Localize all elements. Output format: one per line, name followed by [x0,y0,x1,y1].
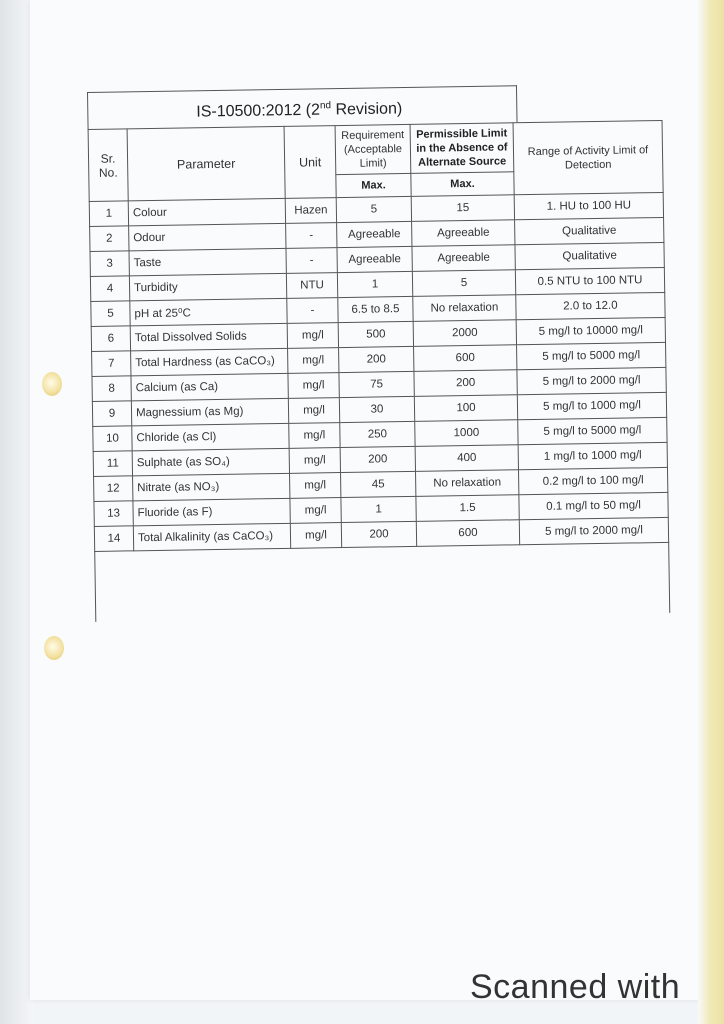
cell-requirement: 75 [339,371,414,397]
header-requirement: Requirement (Acceptable Limit) [335,124,411,174]
cell-requirement: 45 [341,471,416,497]
cell-unit: mg/l [288,373,339,399]
cell-unit: mg/l [288,348,339,374]
cell-requirement: Agreeable [337,221,412,247]
cell-requirement: 30 [339,396,414,422]
cell-range: 0.1 mg/l to 50 mg/l [519,492,668,519]
cell-parameter: Fluoride (as F) [133,498,290,525]
header-permissible: Permissible Limit in the Absence of Alternate Source [410,123,514,174]
cell-unit: - [286,223,337,249]
cell-unit: mg/l [290,523,341,549]
cell-range: Qualitative [515,242,664,269]
cell-sr: 7 [92,351,131,377]
cell-requirement: Agreeable [337,246,412,272]
cell-sr: 13 [94,501,133,527]
scanner-watermark: Scanned with [470,968,681,1006]
cell-permissible: Agreeable [412,220,515,247]
cell-parameter: Total Dissolved Solids [130,323,287,350]
cell-parameter: Magnessium (as Mg) [131,398,288,425]
table-title-row [87,85,518,129]
cell-parameter: Odour [129,223,286,250]
cell-parameter: Total Hardness (as CaCO₃) [131,348,288,375]
table-blank-row [95,542,670,622]
scanner-left-edge [0,0,34,1024]
cell-parameter: Taste [129,248,286,275]
cell-range: 5 mg/l to 1000 mg/l [517,392,666,419]
cell-unit: mg/l [290,473,341,499]
cell-range: 5 mg/l to 5000 mg/l [517,342,666,369]
cell-parameter: Calcium (as Ca) [131,373,288,400]
cell-permissible: No relaxation [415,470,518,497]
table-body [89,192,668,551]
cell-range: 0.5 NTU to 100 NTU [515,267,664,294]
cell-sr: 1 [89,201,128,227]
cell-unit: Hazen [285,198,336,224]
cell-requirement: 200 [339,346,414,372]
cell-range: 5 mg/l to 10000 mg/l [516,317,665,344]
cell-requirement: 200 [340,446,415,472]
cell-sr: 9 [92,401,131,427]
header-parameter: Parameter [127,126,285,200]
header-range: Range of Activity Limit of Detection [513,120,663,194]
cell-permissible: 200 [414,370,517,397]
cell-unit: mg/l [287,323,338,349]
header-max-permissible: Max. [411,172,514,197]
cell-sr: 6 [91,326,130,352]
cell-permissible: 400 [415,445,518,472]
cell-permissible: 600 [416,520,519,547]
cell-unit: - [287,298,338,324]
cell-permissible: 2000 [413,320,516,347]
cell-permissible: Agreeable [412,245,515,272]
cell-requirement: 1 [337,271,412,297]
cell-range: 5 mg/l to 2000 mg/l [519,517,668,544]
cell-unit: mg/l [289,423,340,449]
cell-permissible: 1000 [415,420,518,447]
cell-range: 0.2 mg/l to 100 mg/l [518,467,667,494]
cell-unit: mg/l [290,498,341,524]
cell-requirement: 250 [340,421,415,447]
cell-requirement: 200 [341,521,416,547]
cell-permissible: 1.5 [416,495,519,522]
punch-hole-top [42,372,62,396]
cell-range: 1. HU to 100 HU [514,192,663,219]
cell-requirement: 500 [338,321,413,347]
cell-range: Qualitative [515,217,664,244]
cell-sr: 11 [93,451,132,477]
cell-range: 5 mg/l to 2000 mg/l [517,367,666,394]
punch-hole-bottom [44,636,64,660]
cell-parameter: Colour [128,198,285,225]
table-title: IS-10500:2012 (2nd Revision) [196,100,403,121]
water-quality-table [88,120,671,622]
cell-sr: 10 [93,426,132,452]
cell-sr: 3 [90,251,129,277]
cell-parameter: Turbidity [129,273,286,300]
cell-range: 5 mg/l to 5000 mg/l [518,417,667,444]
cell-unit: mg/l [288,398,339,424]
cell-parameter: Sulphate (as SO₄) [132,448,289,475]
cell-sr: 14 [94,526,133,552]
cell-parameter: Nitrate (as NO₃) [133,473,290,500]
cell-unit: mg/l [289,448,340,474]
cell-range: 1 mg/l to 1000 mg/l [518,442,667,469]
cell-range: 2.0 to 12.0 [516,292,665,319]
header-sr-no: Sr. No. [88,129,128,202]
cell-sr: 4 [90,276,129,302]
cell-permissible: 600 [414,345,517,372]
standards-table-block [87,83,670,622]
cell-requirement: 5 [336,196,411,222]
header-unit: Unit [284,126,336,199]
cell-permissible: 15 [411,195,514,222]
cell-parameter: Total Alkalinity (as CaCO₃) [133,523,290,550]
scanner-right-edge [698,0,724,1024]
cell-sr: 5 [91,301,130,327]
cell-sr: 8 [92,376,131,402]
cell-unit: NTU [286,273,337,299]
cell-unit: - [286,248,337,274]
cell-permissible: No relaxation [413,295,516,322]
cell-permissible: 5 [412,270,515,297]
cell-permissible: 100 [414,395,517,422]
cell-parameter: Chloride (as Cl) [132,423,289,450]
cell-requirement: 1 [341,496,416,522]
cell-parameter: pH at 25⁰C [130,298,287,325]
cell-requirement: 6.5 to 8.5 [338,296,413,322]
cell-sr: 2 [90,226,129,252]
cell-sr: 12 [94,476,133,502]
header-max-requirement: Max. [336,173,411,197]
